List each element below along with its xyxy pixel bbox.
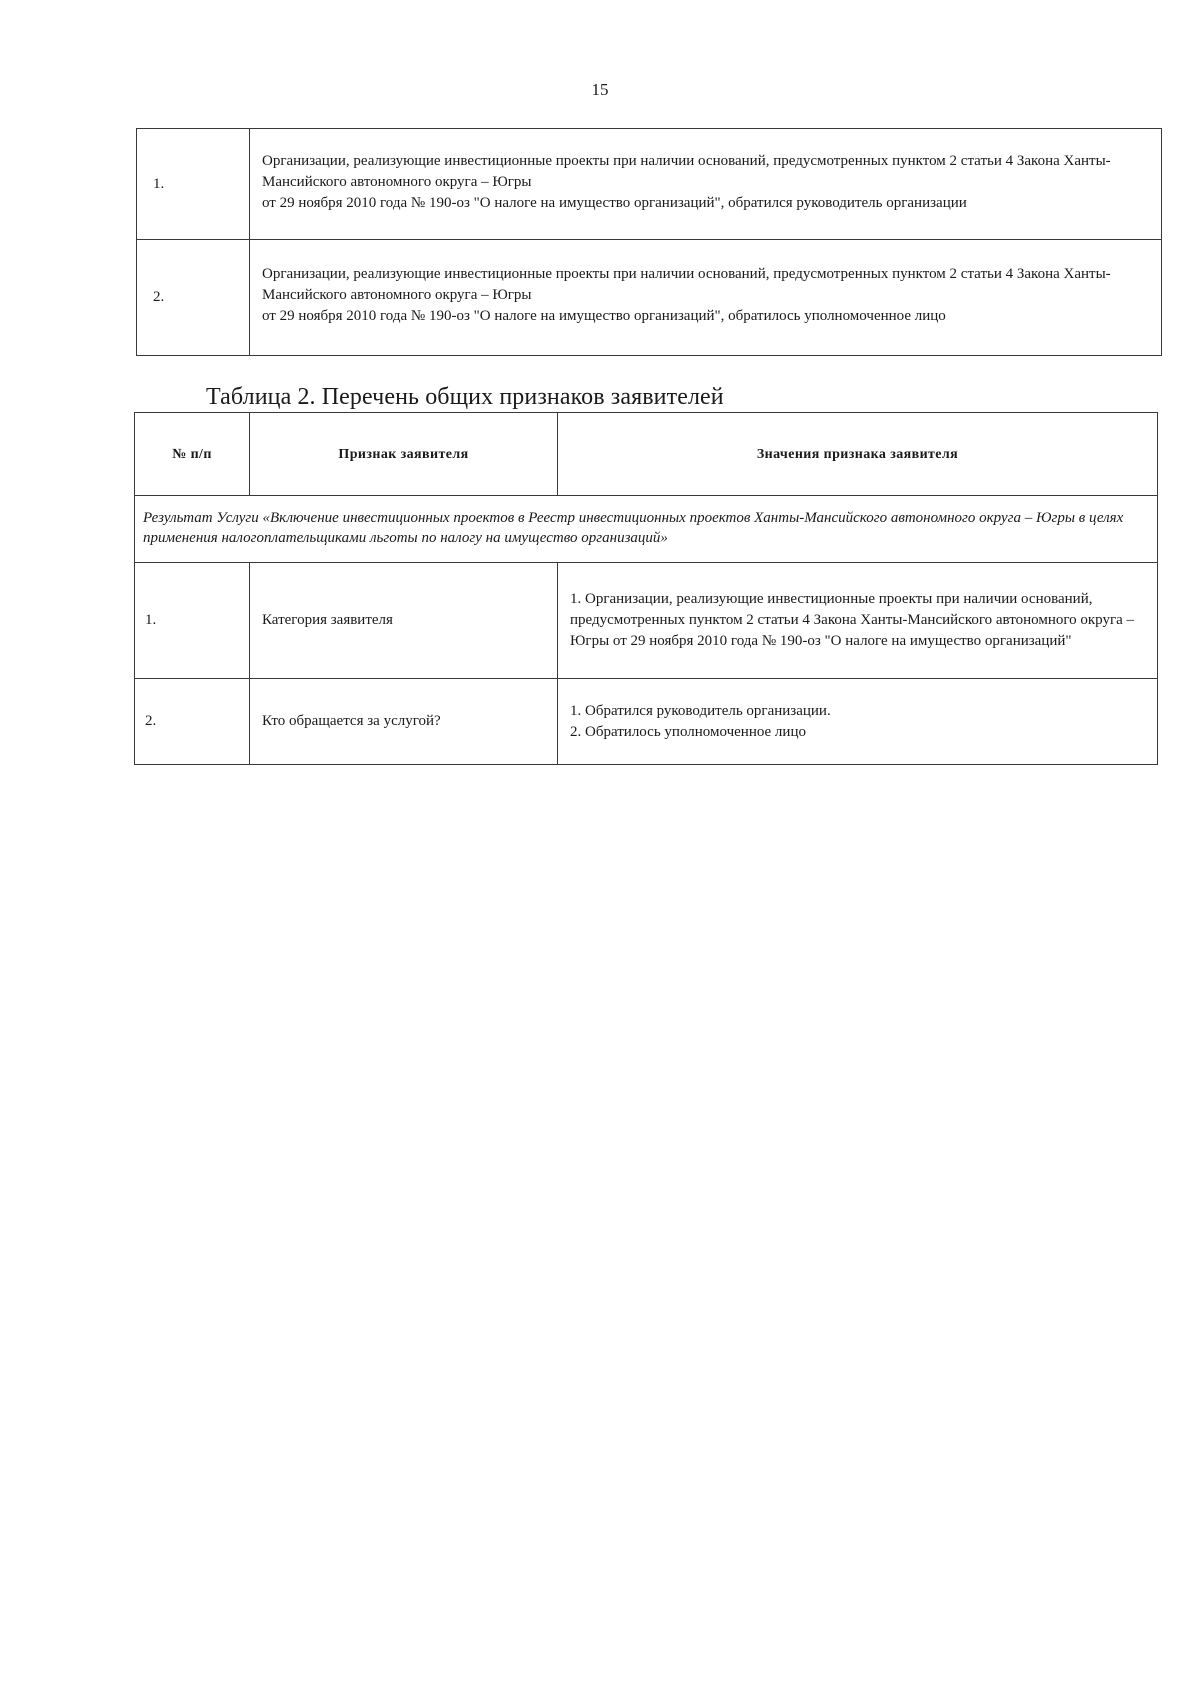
row-description-line: от 29 ноября 2010 года № 190-оз "О налоге на имущество организаций", обратилось уполномоченное лицо [262,308,946,324]
table-row [135,679,1158,765]
row-description [250,240,1162,356]
row-description-line: Организации, реализующие инвестиционные проекты при наличии оснований, предусмотренных пунктом 2 статьи 4 Закона Ханты-Мансийского автономного округа – Югры [262,266,1111,303]
row-number: 1. [137,129,250,240]
page-number: 15 [591,80,609,99]
result-row [135,496,1158,563]
table-row [137,240,1162,356]
attribute-value: 1. Обратился руководитель организации. [570,702,831,719]
attribute-values [558,563,1158,679]
attribute-value: 2. Обратилось уполномоченное лицо [570,723,806,740]
column-header-values: Значения признака заявителя [558,413,1158,496]
attribute-name: Категория заявителя [250,563,558,679]
row-number: 2. [135,679,250,765]
table-header-row [135,413,1158,496]
row-description-line: от 29 ноября 2010 года № 190-оз "О налоге на имущество организаций", обратился руководитель организации [262,194,967,211]
table-row [137,129,1162,240]
attribute-values [558,679,1158,765]
service-result: Результат Услуги «Включение инвестиционных проектов в Реестр инвестиционных проектов Ханты-Мансийского автономного округа – Югры в целях применения налогоплательщиками льготы по налогу на имущество организаций» [135,496,1158,563]
row-description-line: Организации, реализующие инвестиционные проекты при наличии оснований, предусмотренных пунктом 2 статьи 4 Закона Ханты-Мансийского автономного округа – Югры [262,152,1111,190]
attribute-value: 1. Организации, реализующие инвестиционные проекты при наличии оснований, предусмотренных пунктом 2 статьи 4 Закона Ханты-Мансийского автономного округа – Югры от 29 ноября 2010 года № 190-оз "О налоге на имущество организаций" [570,591,1135,649]
table-caption: Таблица 2. Перечень общих признаков заявителей [206,384,724,410]
row-number: 2. [137,240,250,356]
column-header-number: № п/п [135,413,250,496]
table-row [135,563,1158,679]
row-description [250,129,1162,240]
column-header-attribute: Признак заявителя [250,413,558,496]
applicant-attributes-table [134,412,1158,765]
row-number: 1. [135,563,250,679]
attribute-name: Кто обращается за услугой? [250,679,558,765]
applicant-variants-table [136,128,1162,356]
